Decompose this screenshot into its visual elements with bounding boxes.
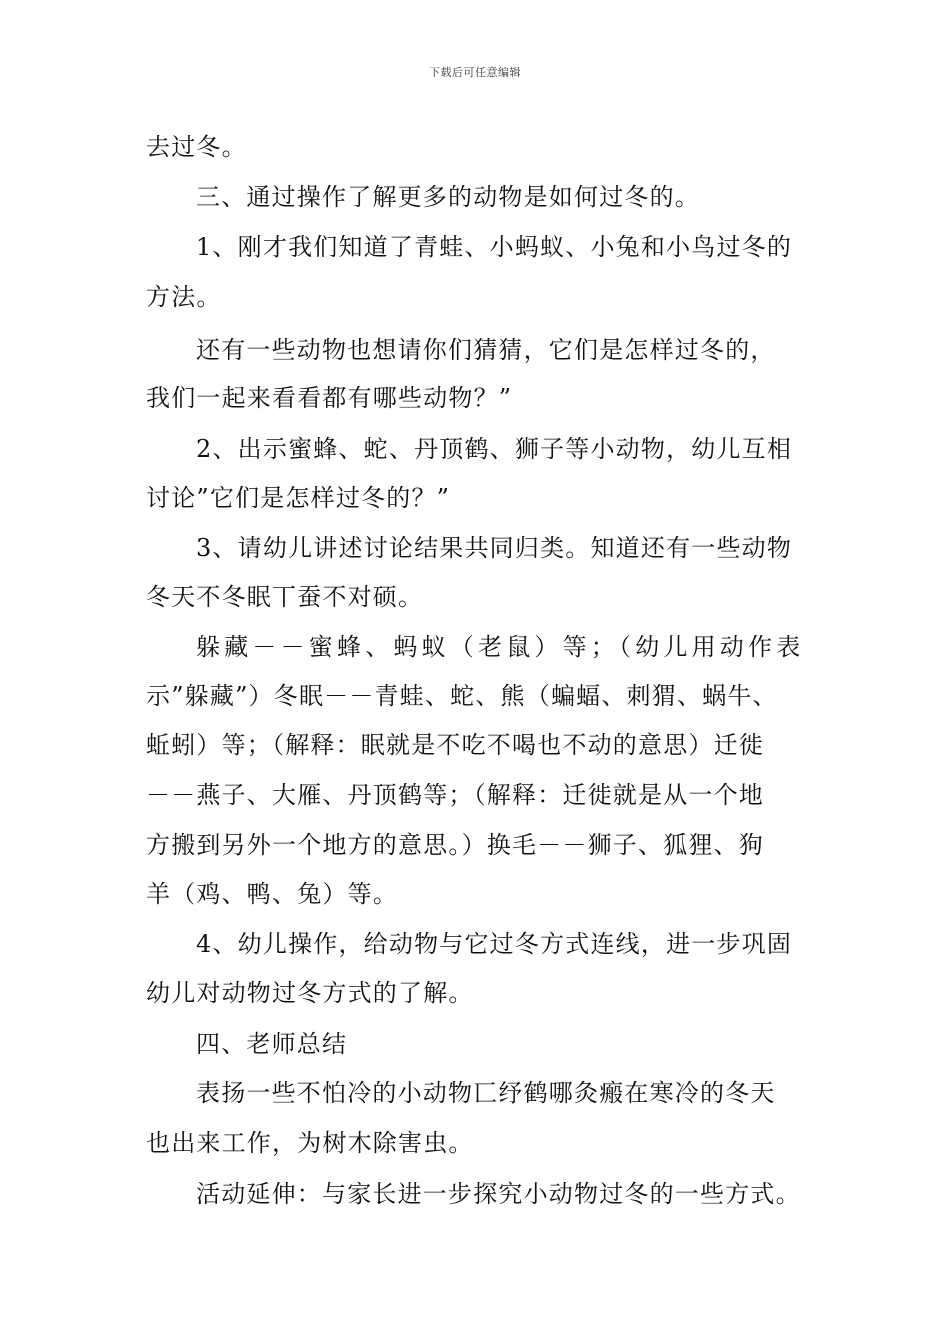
text-line-13: 蚯蚓）等；（解释：眠就是不吃不喝也不动的意思）迁徙 — [146, 731, 764, 759]
text-line-7: 2、出示蜜蜂、蛇、丹顶鹤、狮子等小动物，幼儿互相 — [196, 435, 793, 463]
text-line-21: 也出来工作，为树木除害虫。 — [146, 1129, 474, 1157]
text-line-5: 还有一些动物也想请你们猜猜，它们是怎样过冬的， — [196, 336, 776, 364]
text-line-3: 1、刚才我们知道了青蛙、小蚂蚁、小兔和小鸟过冬的 — [196, 233, 793, 261]
text-line-16: 羊（鸡、鸭、兔）等。 — [146, 880, 398, 908]
text-line-18: 幼儿对动物过冬方式的了解。 — [146, 979, 474, 1007]
text-line-19: 四、老师总结 — [196, 1030, 348, 1058]
text-line-20: 表扬一些不怕冷的小动物匸纾鹤哪灸瘢在寒冷的冬天 — [196, 1079, 776, 1107]
text-line-10: 冬天不冬眠丅蚕不对硕。 — [146, 583, 424, 611]
text-line-15: 方搬到另外一个地方的意思。）换毛－－狮子、狐狸、狗 — [146, 831, 764, 859]
text-line-14: －－燕子、大雁、丹顶鹤等；（解释：迁徙就是从一个地 — [146, 781, 764, 809]
text-line-12: 示”躲藏”）冬眠－－青蛙、蛇、熊（蝙蝠、刺猬、蜗牛、 — [146, 682, 778, 710]
text-line-8: 讨论”它们是怎样过冬的？” — [146, 484, 451, 512]
text-line-22: 活动延伸：与家长进一步探究小动物过冬的一些方式。 — [196, 1180, 801, 1208]
text-line-4: 方法。 — [146, 283, 222, 311]
text-line-2: 三、通过操作了解更多的动物是如何过冬的。 — [196, 183, 700, 211]
text-line-17: 4、幼儿操作，给动物与它过冬方式连线，进一步巩固 — [196, 930, 793, 958]
page-header: 下载后可任意编辑 — [429, 66, 521, 79]
text-line-1: 去过冬。 — [146, 133, 247, 161]
text-line-11: 躲藏－－蜜蜂、蚂蚁（老鼠）等；（幼儿用动作表 — [196, 633, 805, 661]
text-line-9: 3、请幼儿讲述讨论结果共同归类。知道还有一些动物 — [196, 534, 793, 562]
text-line-6: 我们一起来看看都有哪些动物？” — [146, 384, 513, 412]
